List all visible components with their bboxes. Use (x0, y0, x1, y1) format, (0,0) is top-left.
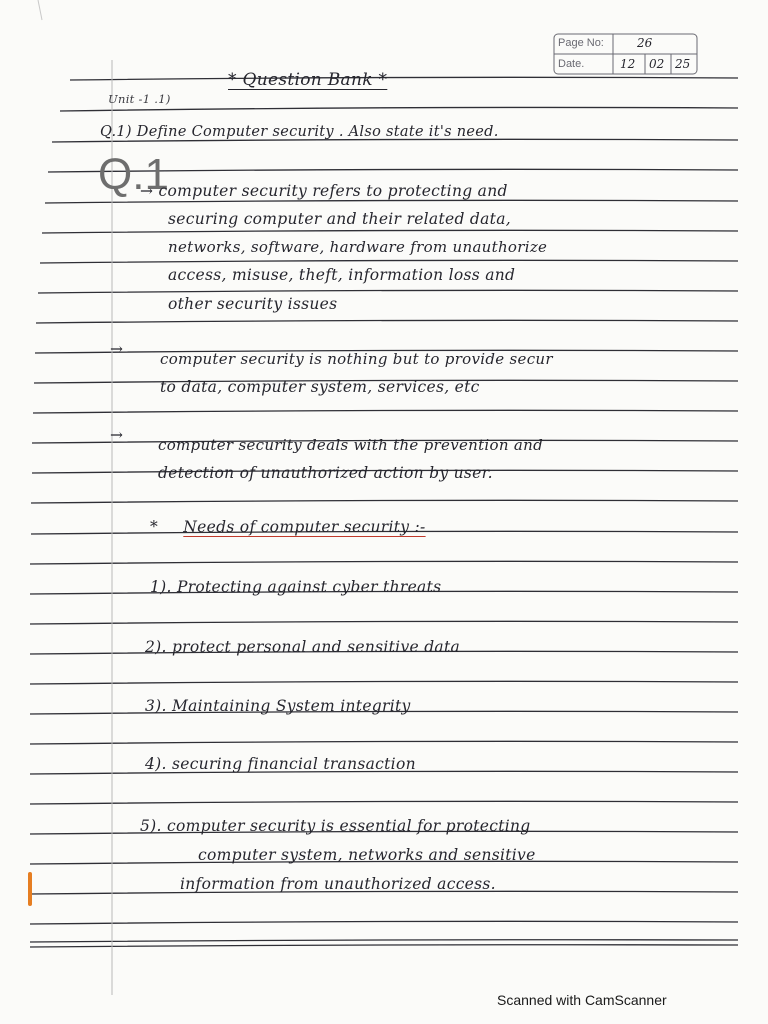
date-month: 02 (649, 57, 665, 71)
needs-item: 4). securing financial transaction (145, 755, 416, 773)
answer-line: networks, software, hardware from unauthorize (168, 238, 548, 256)
point-line: to data, computer system, services, etc (160, 378, 480, 396)
page-no-label: Page No: (558, 37, 604, 49)
needs-heading (150, 518, 426, 536)
needs-item: 1). Protecting against cyber threats (150, 578, 442, 596)
answer-line: securing computer and their related data, (168, 210, 511, 228)
date-label: Date. (558, 58, 585, 70)
needs-item: 5). computer security is essential for protecting (140, 817, 531, 835)
needs-item: 2). protect personal and sensitive data (145, 638, 461, 656)
answer-line: access, misuse, theft, information loss and (168, 266, 516, 284)
needs-item: 3). Maintaining System integrity (145, 697, 411, 715)
question-line: Q.1) Define Computer security . Also state it's need. (100, 124, 499, 140)
date-day: 12 (620, 57, 636, 71)
scanner-watermark: Scanned with CamScanner (497, 992, 667, 1008)
page-no-value: 26 (637, 36, 653, 50)
needs-heading-text: Needs of computer security :- (183, 518, 426, 536)
arrow-icon: → (110, 426, 124, 444)
margin-mark (28, 872, 32, 906)
page-number-date-box (553, 33, 699, 76)
point-line: detection of unauthorized action by user. (158, 464, 493, 482)
needs-item-continued: information from unauthorized access. (180, 875, 496, 893)
point-line: computer security deals with the prevention and (158, 436, 543, 454)
answer-line: other security issues (168, 295, 338, 313)
q1-overlay-label: Q.1 (98, 150, 169, 199)
needs-item-continued: computer system, networks and sensitive (198, 846, 536, 864)
point-line: computer security is nothing but to provide secur (160, 350, 553, 368)
answer-line: → computer security refers to protecting and (140, 182, 508, 200)
unit-label: Unit -1 .1) (108, 92, 171, 106)
page-title: * Question Bank * (228, 70, 388, 90)
star-icon: * (150, 518, 159, 536)
date-year: 25 (675, 57, 691, 71)
arrow-icon: → (110, 340, 124, 358)
